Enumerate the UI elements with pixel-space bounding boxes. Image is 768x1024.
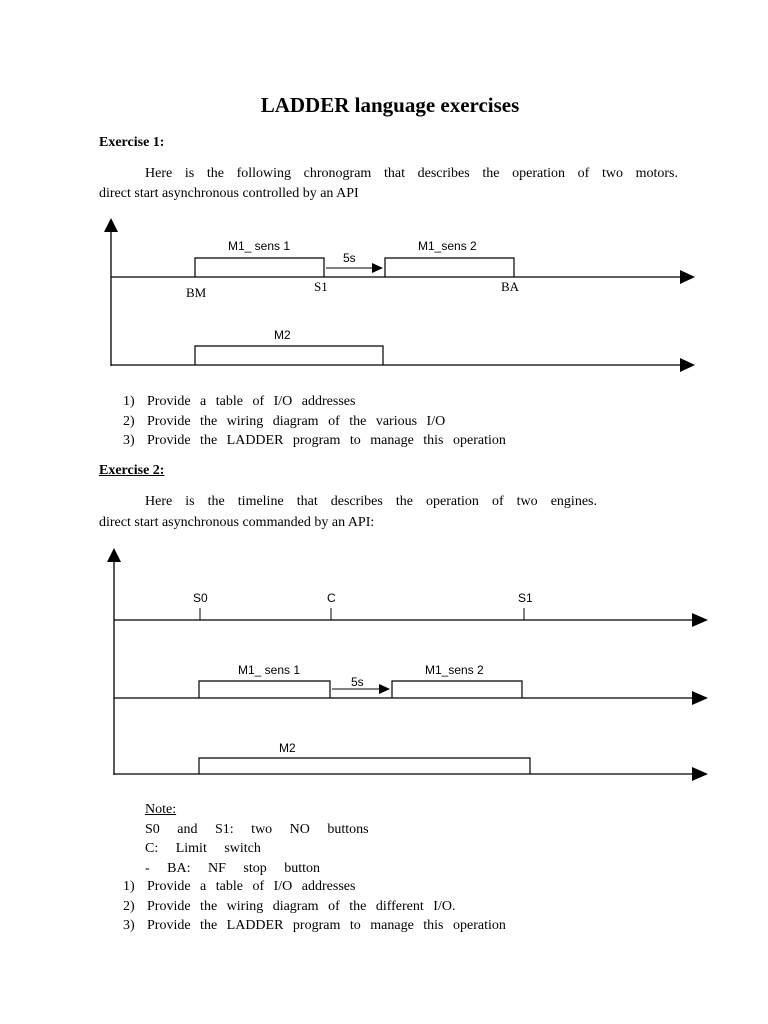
exercise-2-task-list: [123, 877, 506, 936]
list-item: 1) Provide a table of I/O addresses: [123, 879, 356, 894]
label-m1-sens1: M1_ sens 1: [228, 239, 291, 253]
exercise-1-intro-line-2: direct start asynchronous controlled by an API: [99, 186, 359, 201]
exercise-1-intro-line-1: Here is the following chronogram that describes the operation of two motors.: [145, 166, 678, 181]
exercise-2-intro-line-2: direct start asynchronous commanded by an API:: [99, 515, 375, 530]
m1-sens1-pulse: [199, 681, 330, 698]
note-line: C: Limit switch: [145, 841, 261, 856]
exercise-2-intro-line-1: Here is the timeline that describes the operation of two engines.: [145, 494, 597, 509]
label-event-bm: BM: [186, 285, 207, 300]
exercise-2-heading: Exercise 2:: [99, 463, 165, 478]
label-event-c: C: [327, 591, 336, 605]
list-item: 2) Provide the wiring diagram of the various I/O: [123, 413, 446, 429]
timeline-arrow-icon: [692, 767, 708, 781]
list-item: 3) Provide the LADDER program to manage this operation: [123, 918, 506, 933]
note-heading: Note:: [145, 802, 177, 817]
page-title: LADDER language exercises: [260, 93, 520, 117]
timeline-arrow-icon: [692, 691, 708, 705]
timeline-arrow-icon: [692, 613, 708, 627]
label-event-s0: S0: [193, 591, 208, 605]
label-event-s1: S1: [518, 591, 533, 605]
m2-pulse: [199, 758, 530, 774]
list-item: 1) Provide a table of I/O addresses: [123, 394, 356, 409]
label-m1-sens2: M1_sens 2: [418, 239, 477, 253]
note-line: - BA: NF stop button: [145, 860, 321, 876]
m1-sens2-pulse: [392, 681, 522, 698]
label-delay: 5s: [343, 251, 356, 265]
note-block: [145, 800, 369, 878]
label-m2: M2: [274, 328, 291, 342]
label-m1-sens1: M1_ sens 1: [238, 663, 301, 677]
y-axis-arrow-icon: [107, 548, 121, 562]
label-event-ba: BA: [501, 279, 520, 294]
list-item: 2) Provide the wiring diagram of the different I/O.: [123, 898, 456, 914]
list-item: 3) Provide the LADDER program to manage this operation: [123, 433, 506, 448]
exercise-1-heading: Exercise 1:: [99, 135, 165, 150]
label-m2: M2: [279, 741, 296, 755]
label-m1-sens2: M1_sens 2: [425, 663, 484, 677]
label-event-s1: S1: [314, 279, 328, 294]
label-delay: 5s: [351, 675, 364, 689]
delay-arrow-icon: [379, 684, 390, 694]
note-line: S0 and S1: two NO buttons: [145, 821, 369, 837]
